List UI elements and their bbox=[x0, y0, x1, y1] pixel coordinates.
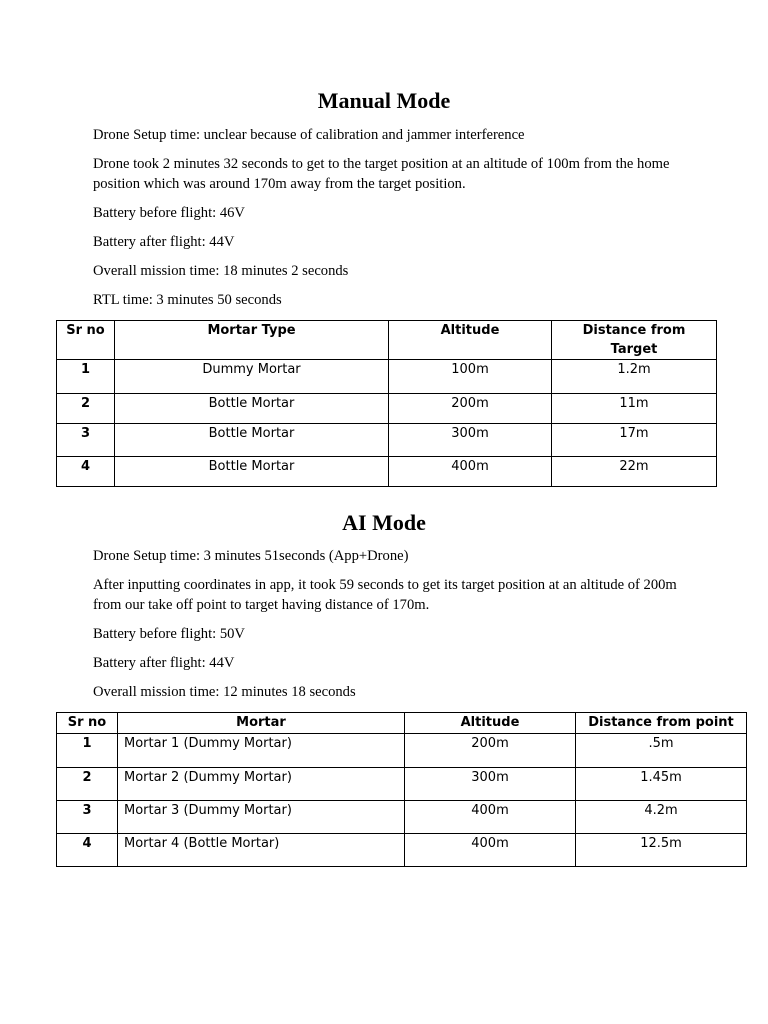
table-row bbox=[57, 768, 747, 801]
manual-mode-title: Manual Mode bbox=[317, 88, 451, 113]
manual-mode-table bbox=[56, 320, 717, 487]
cell-altitude: 400m bbox=[389, 457, 552, 487]
column-header-sr-no: Sr no bbox=[57, 713, 118, 734]
table-header-row bbox=[57, 713, 747, 734]
cell-altitude: 300m bbox=[389, 424, 552, 457]
manual-battery-before: Battery before flight: 46V bbox=[93, 205, 245, 221]
cell-altitude: 200m bbox=[405, 734, 576, 768]
table-row bbox=[57, 834, 747, 867]
table-row bbox=[57, 360, 717, 394]
cell-mortar-type: Bottle Mortar bbox=[115, 457, 389, 487]
manual-mission-time: Overall mission time: 18 minutes 2 seconds bbox=[93, 263, 349, 279]
manual-travel-time: Drone took 2 minutes 32 seconds to get to the target position at an altitude of 100m from the home position which was around 170m away from the target position. bbox=[93, 156, 670, 192]
cell-sr-no: 2 bbox=[57, 768, 118, 801]
cell-distance: 17m bbox=[552, 424, 717, 457]
cell-distance: 1.45m bbox=[576, 768, 747, 801]
manual-setup-time: Drone Setup time: unclear because of calibration and jammer interference bbox=[93, 127, 525, 143]
cell-mortar: Mortar 1 (Dummy Mortar) bbox=[118, 734, 405, 768]
cell-sr-no: 3 bbox=[57, 801, 118, 834]
cell-sr-no: 1 bbox=[57, 360, 115, 394]
cell-distance: .5m bbox=[576, 734, 747, 768]
cell-sr-no: 4 bbox=[57, 457, 115, 487]
cell-altitude: 200m bbox=[389, 394, 552, 424]
table-row bbox=[57, 734, 747, 768]
cell-sr-no: 4 bbox=[57, 834, 118, 867]
table-header-row bbox=[57, 321, 717, 360]
cell-mortar-type: Bottle Mortar bbox=[115, 394, 389, 424]
cell-sr-no: 2 bbox=[57, 394, 115, 424]
cell-distance: 22m bbox=[552, 457, 717, 487]
table-row bbox=[57, 457, 717, 487]
cell-sr-no: 1 bbox=[57, 734, 118, 768]
cell-mortar: Mortar 2 (Dummy Mortar) bbox=[118, 768, 405, 801]
ai-mission-time: Overall mission time: 12 minutes 18 seconds bbox=[93, 684, 356, 700]
ai-travel-time: After inputting coordinates in app, it took 59 seconds to get its target position at an altitude of 200m from our take off point to target having distance of 170m. bbox=[93, 577, 677, 613]
ai-mode-table bbox=[56, 712, 747, 867]
cell-mortar: Mortar 4 (Bottle Mortar) bbox=[118, 834, 405, 867]
column-header-distance: Distance from Target bbox=[552, 321, 717, 360]
cell-mortar-type: Dummy Mortar bbox=[115, 360, 389, 394]
ai-setup-time: Drone Setup time: 3 minutes 51seconds (App+Drone) bbox=[93, 548, 409, 564]
cell-distance: 11m bbox=[552, 394, 717, 424]
column-header-altitude: Altitude bbox=[405, 713, 576, 734]
table-row bbox=[57, 394, 717, 424]
cell-distance: 12.5m bbox=[576, 834, 747, 867]
manual-rtl-time: RTL time: 3 minutes 50 seconds bbox=[93, 292, 282, 308]
cell-altitude: 100m bbox=[389, 360, 552, 394]
cell-sr-no: 3 bbox=[57, 424, 115, 457]
cell-distance: 1.2m bbox=[552, 360, 717, 394]
ai-battery-before: Battery before flight: 50V bbox=[93, 626, 245, 642]
cell-altitude: 400m bbox=[405, 801, 576, 834]
column-header-mortar: Mortar bbox=[118, 713, 405, 734]
cell-altitude: 400m bbox=[405, 834, 576, 867]
manual-battery-after: Battery after flight: 44V bbox=[93, 234, 235, 250]
cell-altitude: 300m bbox=[405, 768, 576, 801]
cell-mortar: Mortar 3 (Dummy Mortar) bbox=[118, 801, 405, 834]
column-header-distance: Distance from point bbox=[576, 713, 747, 734]
ai-battery-after: Battery after flight: 44V bbox=[93, 655, 235, 671]
table-row bbox=[57, 801, 747, 834]
column-header-mortar-type: Mortar Type bbox=[115, 321, 389, 360]
cell-distance: 4.2m bbox=[576, 801, 747, 834]
column-header-altitude: Altitude bbox=[389, 321, 552, 360]
column-header-sr-no: Sr no bbox=[57, 321, 115, 360]
table-row bbox=[57, 424, 717, 457]
ai-mode-title: AI Mode bbox=[342, 510, 426, 535]
cell-mortar-type: Bottle Mortar bbox=[115, 424, 389, 457]
